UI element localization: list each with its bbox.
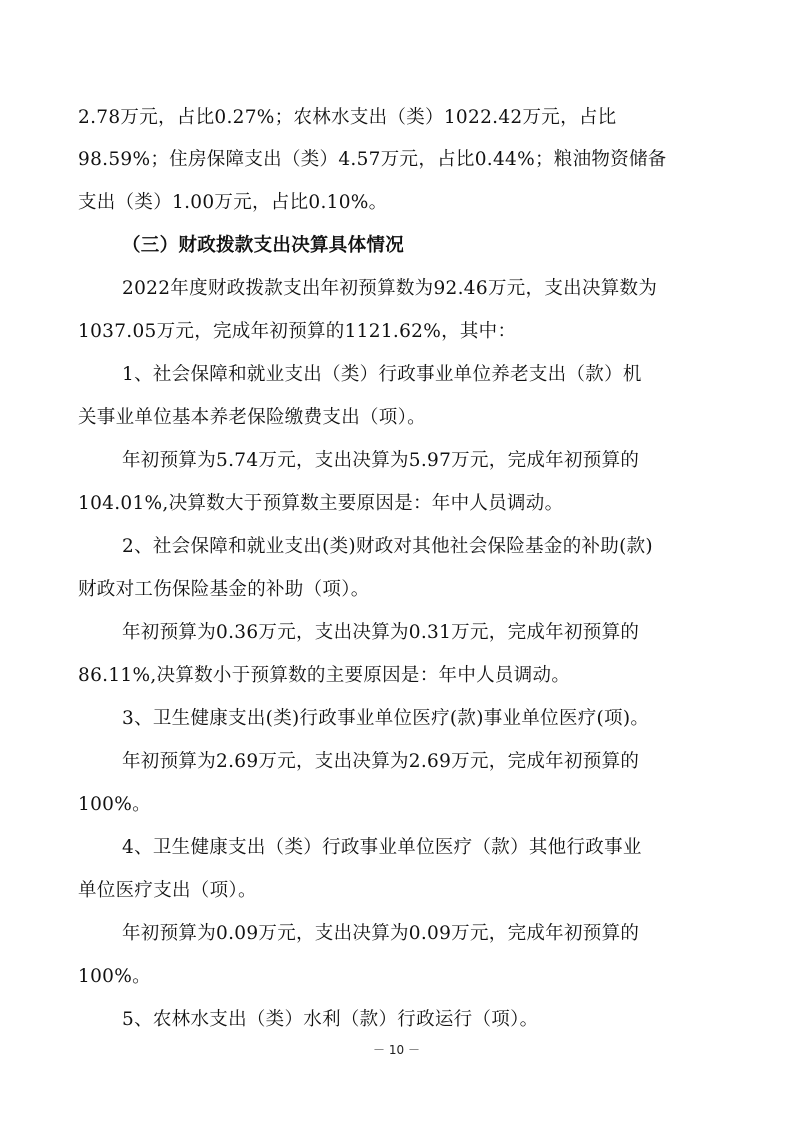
item-heading: 财政对工伤保险基金的补助（项）。: [78, 579, 370, 600]
paragraph-line: 100%。: [78, 794, 151, 815]
item-heading: 5、农林水支出（类）水利（款）行政运行（项）。: [122, 1009, 539, 1030]
paragraph-line: 2022年度财政拨款支出年初预算数为92.46万元，支出决算数为: [122, 278, 658, 299]
item-heading: 3、卫生健康支出(类)行政事业单位医疗(款)事业单位医疗(项)。: [122, 708, 650, 729]
paragraph-line: 年初预算为2.69万元，支出决算为2.69万元，完成年初预算的: [122, 751, 640, 772]
paragraph-line: 年初预算为0.09万元，支出决算为0.09万元，完成年初预算的: [122, 923, 640, 944]
item-heading: 单位医疗支出（项）。: [78, 880, 257, 901]
item-heading: 1、社会保障和就业支出（类）行政事业单位养老支出（款）机: [122, 364, 642, 385]
paragraph-line: 2.78万元，占比0.27%；农林水支出（类）1022.42万元，占比: [78, 107, 617, 128]
paragraph-line: 86.11%,决算数小于预算数的主要原因是：年中人员调动。: [78, 665, 571, 686]
paragraph-line: 98.59%；住房保障支出（类）4.57万元，占比0.44%；粮油物资储备: [78, 149, 667, 170]
paragraph-line: 年初预算为0.36万元，支出决算为0.31万元，完成年初预算的: [122, 622, 640, 643]
item-heading: 4、卫生健康支出（类）行政事业单位医疗（款）其他行政事业: [122, 837, 642, 858]
page-number: － 10 －: [373, 1043, 420, 1057]
paragraph-line: 100%。: [78, 966, 151, 987]
paragraph-line: 年初预算为5.74万元，支出决算为5.97万元，完成年初预算的: [122, 450, 640, 471]
paragraph-line: 支出（类）1.00万元，占比0.10%。: [78, 192, 388, 213]
paragraph-line: 104.01%,决算数大于预算数主要原因是：年中人员调动。: [78, 493, 564, 514]
paragraph-line: 1037.05万元，完成年初预算的1121.62%，其中：: [78, 321, 517, 342]
item-heading: 关事业单位基本养老保险缴费支出（项）。: [78, 407, 426, 428]
item-heading: 2、社会保障和就业支出(类)财政对其他社会保险基金的补助(款): [122, 536, 653, 557]
section-heading: （三）财政拨款支出决算具体情况: [122, 235, 405, 256]
